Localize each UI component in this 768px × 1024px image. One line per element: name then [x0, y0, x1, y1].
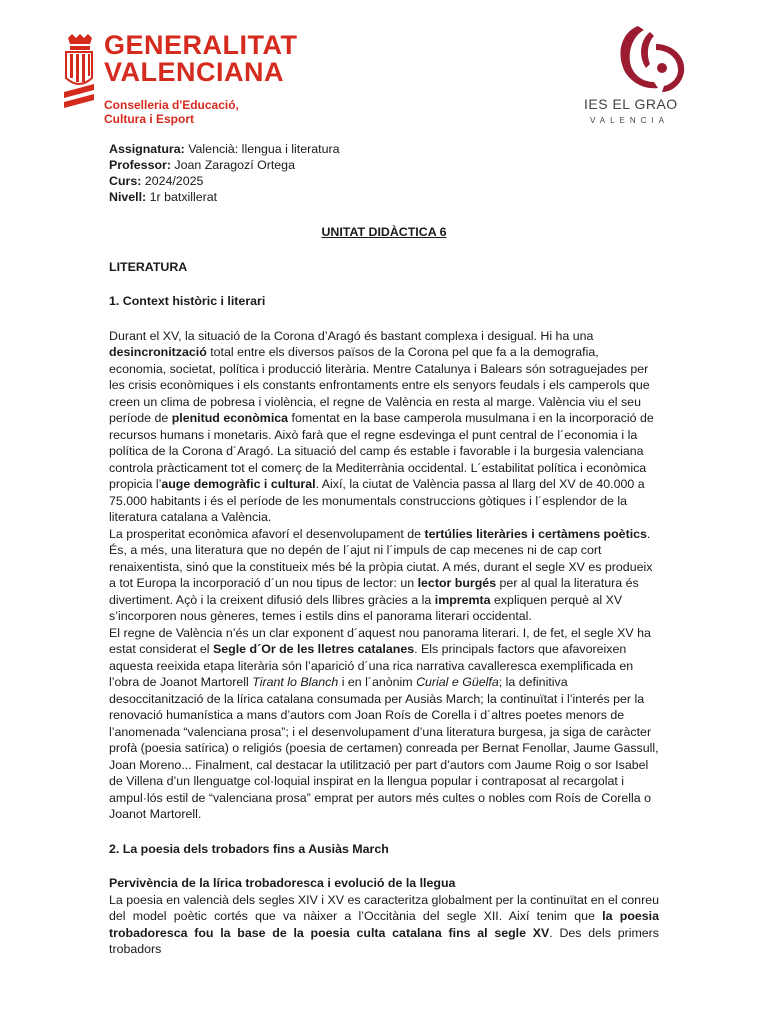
subheading-pervivencia: Pervivència de la lírica trobadoresca i evolució de la llegua — [109, 876, 456, 890]
generalitat-logo — [62, 28, 298, 128]
text-run: expliquen perquè al XV s’incorporen nous gèneres, temes i estils dins el panorama literari occidental. — [109, 592, 623, 623]
level-value: 1r batxillerat — [146, 190, 218, 204]
text-run: El regne de València n’és un clar exponent d´aquest nou panorama literari. I, de fet, el segle XV ha estat considerat el — [109, 625, 651, 656]
bold-run: la poesia trobadoresca fou la base de la poesia culta catalana fins al segle XV — [109, 909, 659, 940]
text-run: . Els principals factors que afavoreixen aquesta reeixida etapa literària són l’aparició d´una rica narrativa cavalleresca exemplificada en l’obra de Joanot Martorell — [109, 642, 634, 689]
generalitat-crest-icon — [62, 32, 96, 112]
level-label: Nivell: — [109, 190, 147, 204]
gv-name-line1: GENERALITAT — [104, 30, 298, 60]
bold-run: Segle d´Or de les lletres catalanes — [213, 642, 415, 656]
page-header — [0, 0, 768, 130]
text-run: . Des dels primers trobadors — [109, 925, 659, 956]
course-value: 2024/2025 — [141, 174, 204, 188]
text-run: total entre els diversos països de la Corona pel que fa a la demografia, economia, societat, política i producció literària. Mentre Catalunya i Balears són sotraguejades per les crisis econòmiques i els constants enfrontaments entre els senyors feudals i els camperols que creen un clima de pobresa i violència, el regne de València en resta al marge. València viu el seu període de — [109, 345, 650, 425]
text-run: La poesia en valencià dels segles XIV i XV es caracteritza globalment per la continuïtat en el conreu del model poètic cortés que va nàixer a l’Occitània del segle XII. Així tenim que — [109, 892, 659, 923]
course-label: Curs: — [109, 174, 142, 188]
subject-value: Valencià: llengua i literatura — [184, 142, 340, 156]
ies-city: VALENCIA — [590, 116, 669, 125]
document-body — [109, 224, 659, 958]
generalitat-name — [104, 32, 298, 86]
text-run: fomentat en la base camperola musulmana i en la incorporació de recursos humans i monetaris. Això farà que el regne esdevinga el punt central de l´economia i la política de la Corona d´Aragó. La situació del camp és estable i favorable i la burgesia valenciana controla pràcticament tot el comerç de la Mediterrània occidental. L´estabilitat política i econòmica propicia l’ — [109, 411, 654, 491]
gv-dept-line2: Cultura i Esport — [104, 112, 195, 126]
text-run: La prosperitat econòmica afavorí el desenvolupament de — [109, 526, 425, 541]
text-run: per al qual la literatura és divertiment. Açò i la creixent difusió dels llibres gràcies a la — [109, 576, 639, 607]
teacher-row — [109, 157, 340, 173]
unit-title: UNITAT DIDÀCTICA 6 — [321, 225, 447, 239]
gv-dept-line1: Conselleria d'Educació, — [104, 98, 239, 112]
text-run: Durant el XV, la situació de la Corona d’Aragó és bastant complexa i desigual. Hi ha una — [109, 328, 594, 343]
text-run: . És, a més, una literatura que no depén de l´ajut ni l´impuls de cap mecenes ni de cap cort renaixentista, sinó que la constitueix més bé la pròpia ciutat. A més, durant el segle XV es produeix a tot Europa la incorporació d´un nou tipus de lector: un — [109, 526, 653, 590]
course-row — [109, 173, 340, 189]
gv-name-line2: VALENCIANA — [104, 57, 284, 87]
subject-label: Assignatura: — [109, 142, 185, 156]
heading-context: 1. Context històric i literari — [109, 294, 266, 308]
heading-troubadours: 2. La poesia dels trobadors fins a Ausiàs March — [109, 841, 389, 856]
conselleria-name — [104, 98, 239, 126]
bold-run: impremta — [434, 592, 491, 607]
subject-row — [109, 141, 340, 157]
bold-run: auge demogràfic i cultural — [161, 477, 316, 491]
paragraph-1 — [109, 328, 659, 526]
teacher-label: Professor: — [109, 158, 171, 172]
ies-mark-icon — [610, 22, 690, 94]
text-run: i en l´anònim — [338, 675, 417, 689]
spacer — [109, 823, 659, 841]
bold-run: lector burgés — [417, 576, 497, 590]
bold-run: desincronització — [109, 345, 207, 359]
level-row — [109, 189, 340, 205]
text-run: ; la definitiva desoccitanització de la lírica catalana consumada per Ausiàs March; la continuïtat i l’interés per la renovació humanística a mans d’autors com Joan Roís de Corella i d´altres poetes menors de l’anomenada “valenciana prosa”; i el desenvolupament d’una literatura burgesa, ja siga de caràcter profà (poesia satírica) o religiós (poesia de certamen) conreada per Bernat Fenollar, Jaume Gassull, Joan Moreno... Finalment, cal destacar la utilització per part d’autors com Jaume Roig o sor Isabel de Villena d’un llenguatge col·loquial inspirat en la llengua popular i contraposat al recargolat i ampul·lós estil de “valenciana prosa” emprat per autors més cultes o nobles com Roís de Corella o Joanot Martorell. — [109, 675, 659, 821]
ies-name: IES EL GRAO — [584, 96, 678, 112]
text-run: . Així, la ciutat de València passa al llarg del XV de 40.000 a 75.000 habitants i és el període de les monumentals construccions gòtiques i l´esplendor de la literatura catalana a València. — [109, 477, 645, 524]
ies-el-grao-logo — [580, 22, 700, 132]
paragraph-4 — [109, 892, 659, 958]
italic-run: Tirant lo Blanch — [252, 675, 339, 689]
section-title: LITERATURA — [109, 259, 188, 274]
paragraph-2 — [109, 526, 659, 625]
italic-run: Curial e Güelfa — [416, 675, 499, 689]
teacher-value: Joan Zaragozí Ortega — [170, 158, 295, 172]
bold-run: plenitud econòmica — [171, 411, 289, 425]
paragraph-3 — [109, 625, 659, 823]
course-info — [109, 141, 340, 205]
bold-run: tertúlies literàries i certàmens poètics — [424, 526, 647, 541]
